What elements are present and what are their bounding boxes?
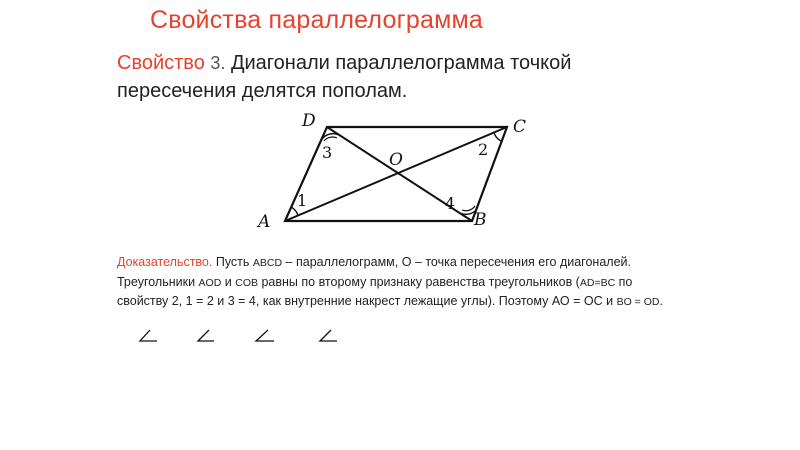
angle-sign-icon: [140, 330, 157, 341]
angle-sign-icon: [256, 330, 274, 341]
proof-ao-oc: АО = ОС: [551, 294, 603, 308]
proof-cob: COB: [235, 276, 258, 289]
vertex-c-label: C: [513, 117, 527, 137]
proof-bo-od: BO = OD: [616, 296, 660, 308]
proof-segment: и: [602, 294, 617, 308]
proof-segment: по свойству 2, 1 = 2 и 3 = 4, как внутренние накрест лежащие углы). Поэтому: [117, 274, 633, 308]
property-statement: [117, 49, 677, 105]
vertex-a-label: A: [258, 212, 271, 232]
angle-arc-2: [494, 133, 501, 142]
property-lead: Свойство: [117, 52, 205, 74]
proof-text: [117, 253, 677, 312]
vertex-b-label: B: [474, 210, 487, 230]
property-text: Диагонали параллелограмма точкой пересечения делятся пополам.: [117, 52, 572, 102]
proof-o: O: [401, 255, 412, 269]
center-o-label: O: [389, 150, 403, 170]
proof-segment: – параллелограмм,: [282, 255, 402, 269]
angle-arc-3-inner: [324, 137, 337, 141]
proof-segment: и: [221, 274, 236, 289]
vertex-d-label: D: [302, 111, 316, 131]
proof-lead: Доказательство.: [117, 255, 213, 269]
angle-1-label: 1: [297, 191, 308, 210]
proof-segment: .: [659, 294, 663, 308]
proof-segment: Пусть: [212, 255, 253, 269]
proof-segment: – точка пересечения его диагоналей. Треугольники: [117, 255, 631, 289]
proof-segment: равны по второму признаку равенства треугольников (: [258, 274, 580, 289]
angle-sign-icon: [198, 330, 214, 341]
parallelogram-figure: [240, 108, 530, 238]
angle-3-label: 3: [322, 143, 333, 162]
property-number: 3.: [210, 53, 226, 73]
proof-ad-bc: AD=BC: [579, 276, 616, 289]
proof-aod: AOD: [198, 276, 222, 289]
angle-4-label: 4: [445, 194, 456, 213]
proof-abcd: ABCD: [252, 257, 283, 269]
angle-2-label: 2: [478, 140, 489, 159]
angle-sign-icon: [320, 330, 337, 341]
slide-title: Свойства параллелограмма: [150, 6, 483, 34]
